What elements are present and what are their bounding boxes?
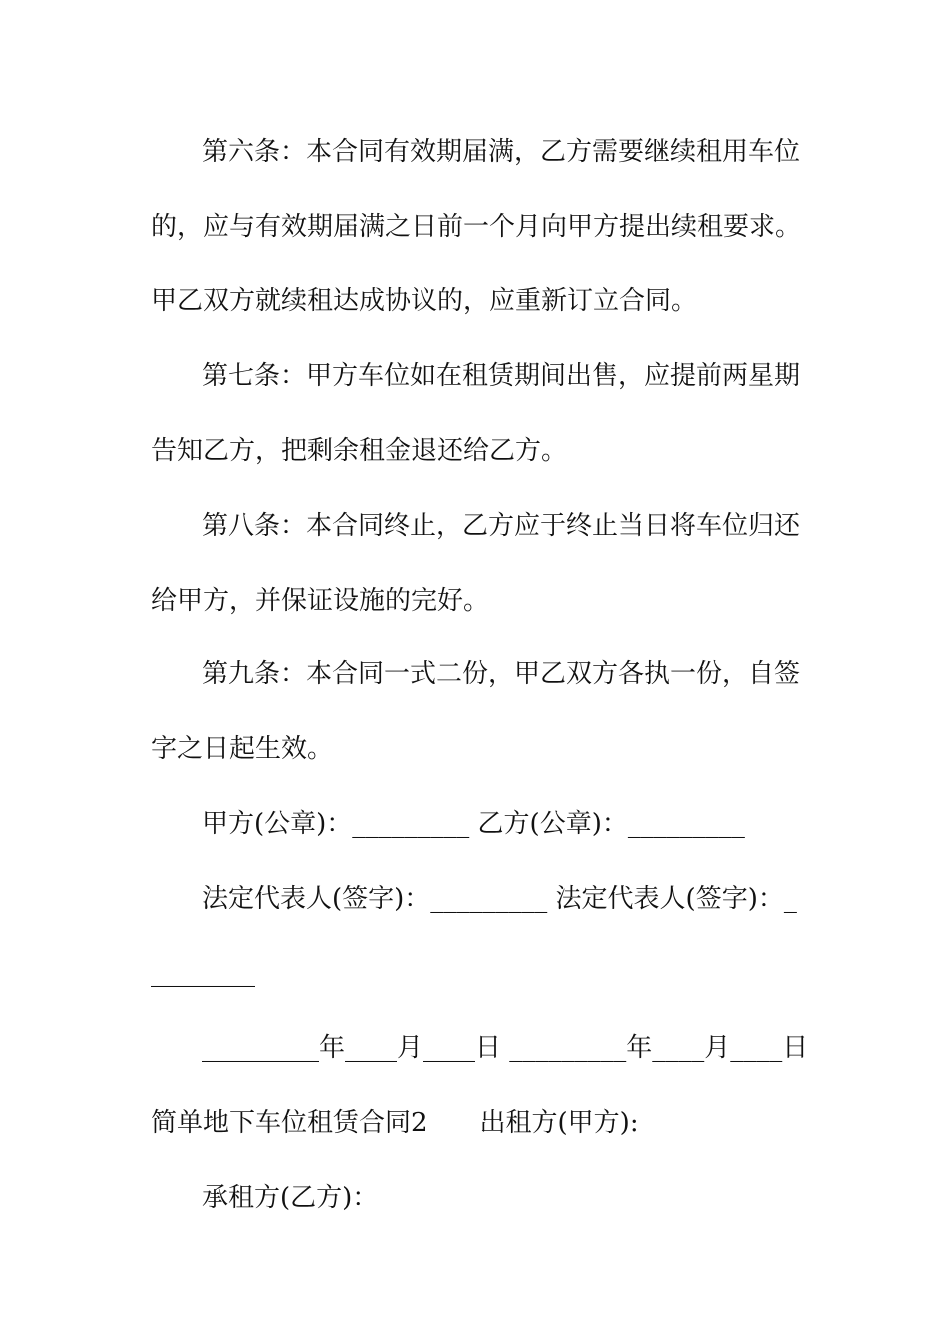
- lessee-line: 承租方(乙方)：: [202, 1183, 379, 1213]
- article-7-line-1: 第七条：甲方车位如在租赁期间出售，应提前两星期: [202, 361, 801, 391]
- legal-rep-signature-line: 法定代表人(签字)：_________ 法定代表人(签字)：_: [202, 884, 797, 914]
- article-6-line-3: 甲乙双方就续租达成协议的，应重新订立合同。: [151, 286, 698, 316]
- article-8-line-2: 给甲方，并保证设施的完好。: [151, 586, 490, 616]
- article-6-line-1: 第六条：本合同有效期届满，乙方需要继续租用车位: [202, 137, 801, 167]
- date-line: _________年____月____日 _________年____月____日: [202, 1033, 809, 1063]
- article-7-line-2: 告知乙方，把剩余租金退还给乙方。: [151, 436, 568, 466]
- seal-line: 甲方(公章)：_________ 乙方(公章)：_________: [202, 809, 745, 839]
- legal-rep-signature-continuation: ________: [151, 958, 255, 988]
- article-9-line-1: 第九条：本合同一式二份，甲乙双方各执一份，自签: [202, 659, 801, 689]
- article-6-line-2: 的，应与有效期届满之日前一个月向甲方提出续租要求。: [151, 212, 802, 242]
- article-9-line-2: 字之日起生效。: [151, 734, 334, 764]
- contract-2-title-line: 简单地下车位租赁合同2 出租方(甲方):: [151, 1108, 639, 1138]
- article-8-line-1: 第八条：本合同终止，乙方应于终止当日将车位归还: [202, 511, 801, 541]
